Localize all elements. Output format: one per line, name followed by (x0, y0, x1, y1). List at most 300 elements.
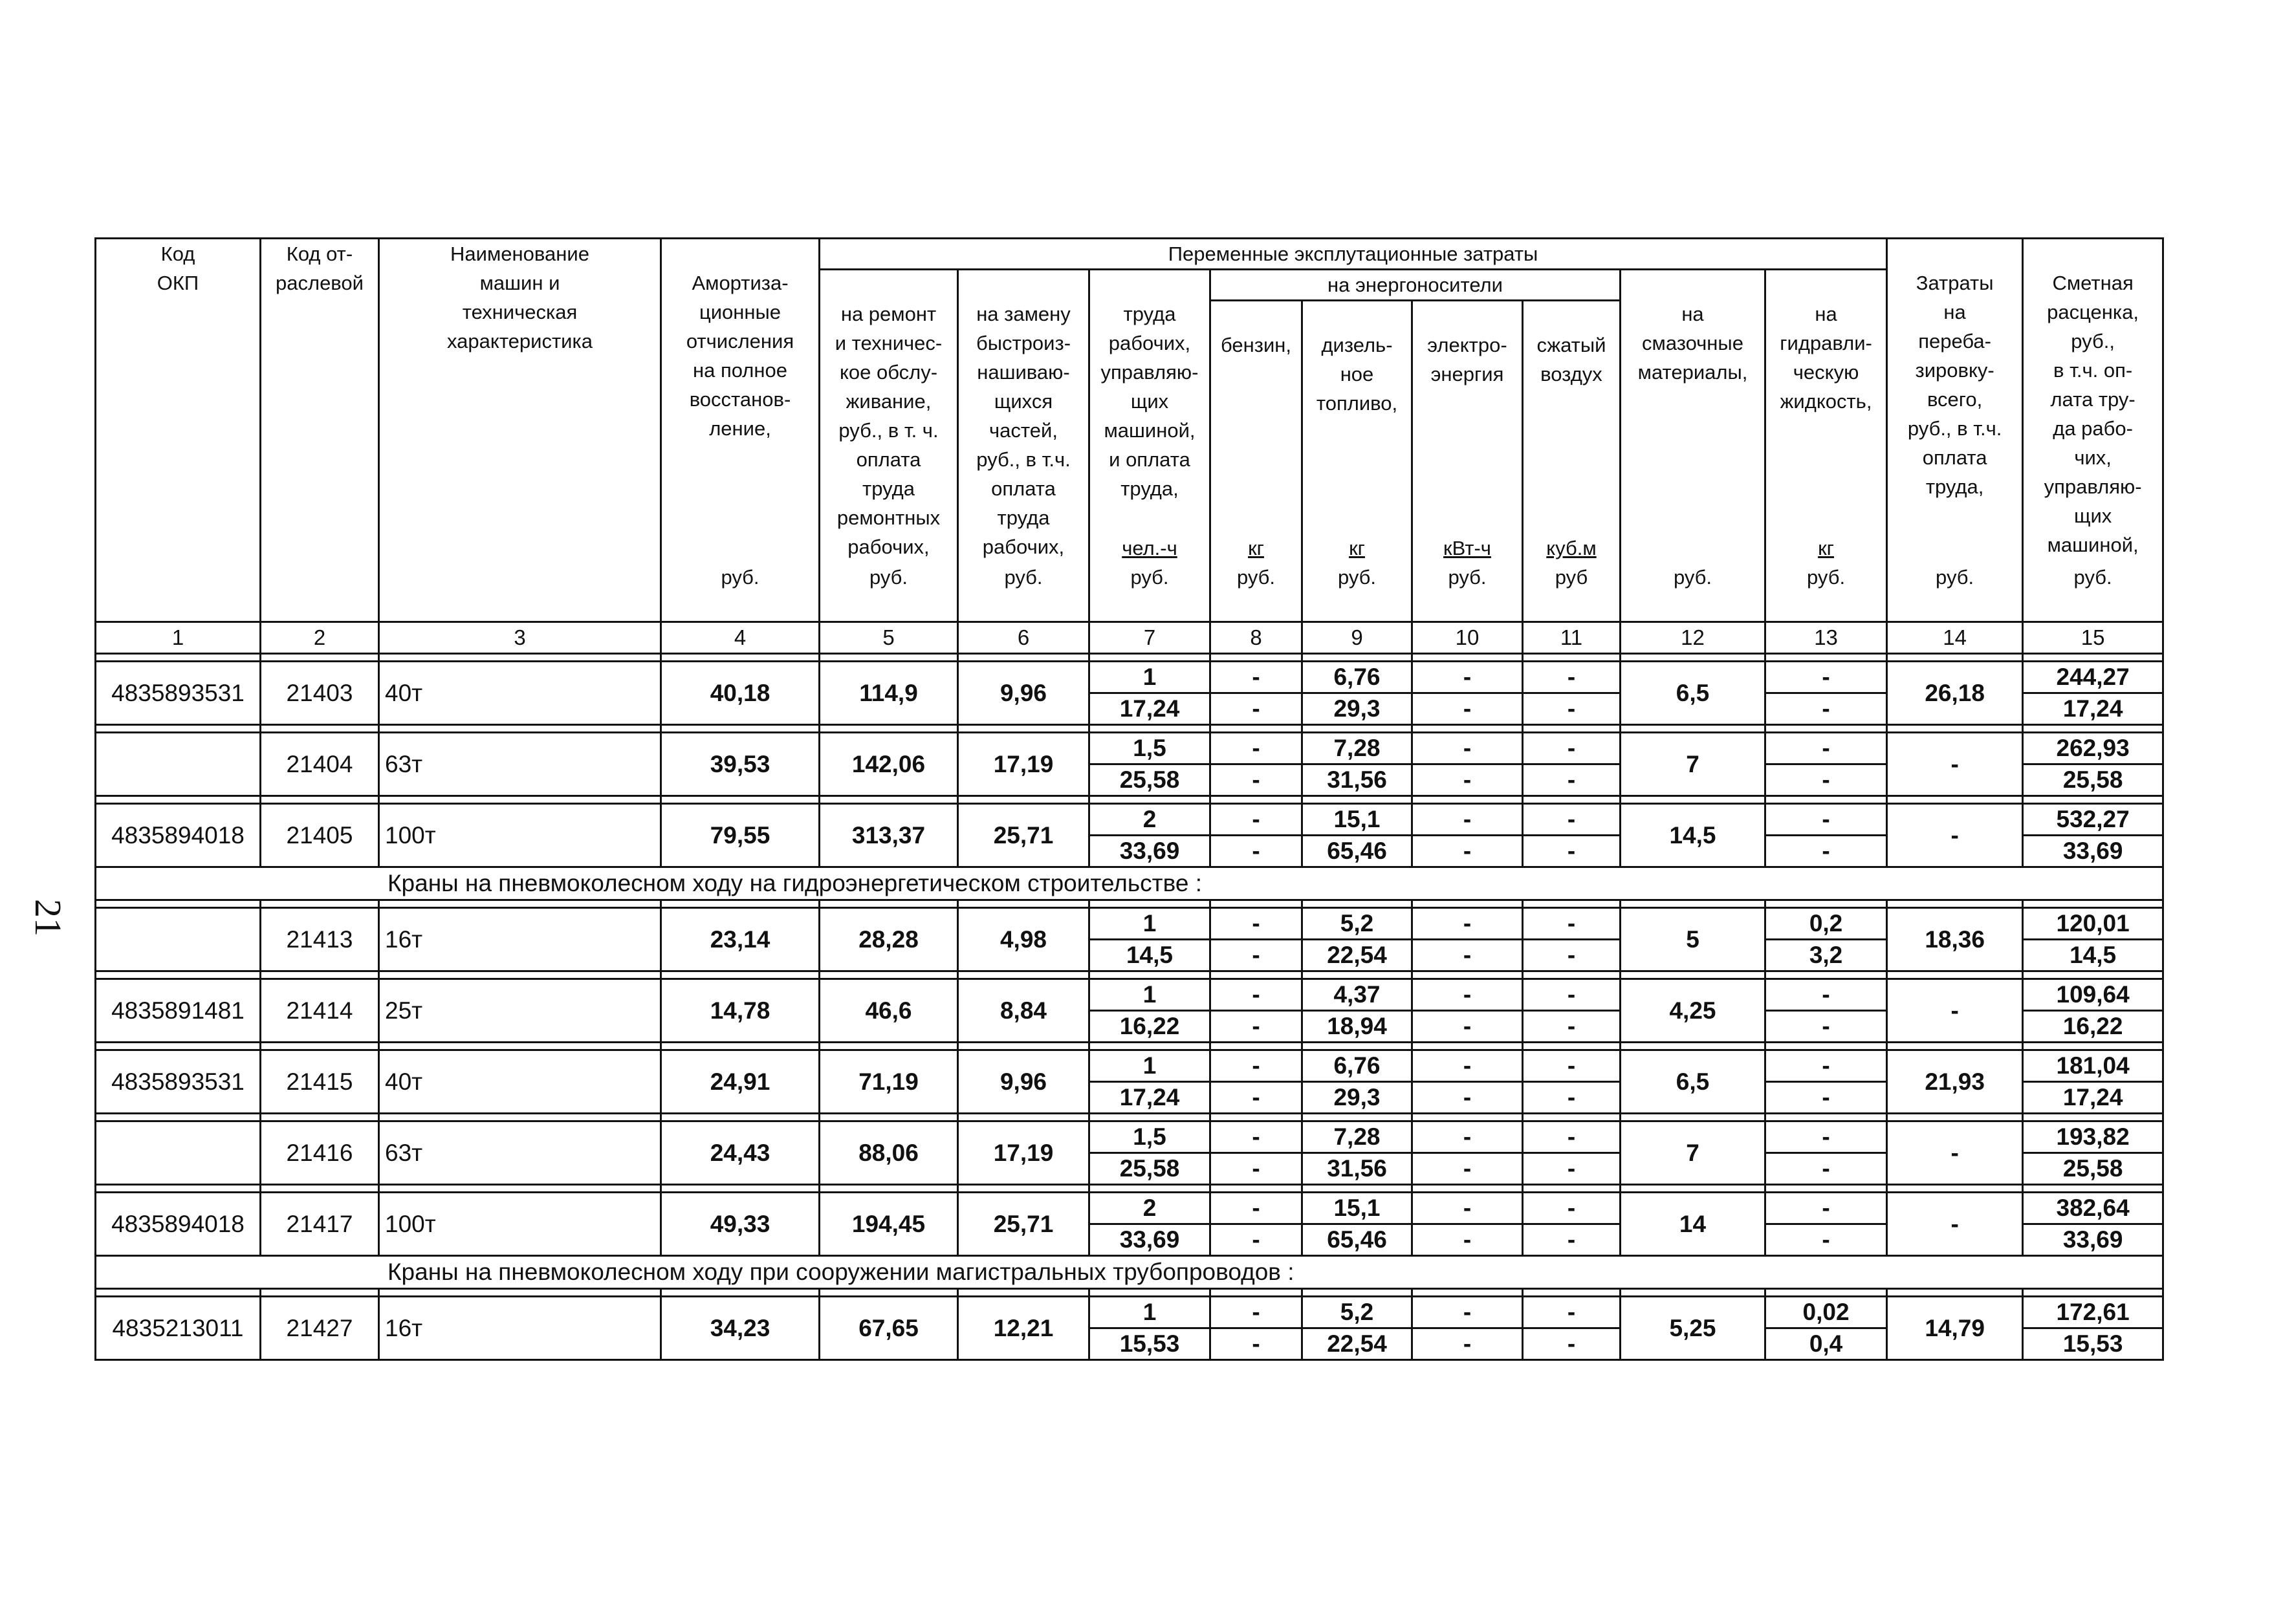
header-rebasing (1887, 239, 2023, 622)
spacer-cell (1089, 1289, 1210, 1297)
branch-code-cell: 21427 (261, 1297, 379, 1360)
spacer-cell (1765, 725, 1887, 733)
amortization-cell: 49,33 (661, 1193, 820, 1256)
estimated-rate-cell-secondary: 33,69 (2023, 1224, 2163, 1256)
spacer-cell (1523, 1185, 1621, 1193)
spacer-cell (261, 971, 379, 979)
hydraulic-cell-secondary: - (1765, 764, 1887, 796)
spacer-cell (2023, 1289, 2163, 1297)
header-electricity-text: электро- энергия (1427, 334, 1507, 385)
header-amortization-unit: руб. (721, 566, 759, 589)
repair-cell: 114,9 (820, 662, 958, 725)
header-estimated-rate-text: Сметная расценка, руб., в т.ч. оп- лата тру- да рабо- чих, управляю- щих машиной, (2044, 272, 2142, 556)
branch-code-cell: 21414 (261, 979, 379, 1043)
spacer-cell (1887, 1114, 2023, 1121)
spacer-cell (96, 654, 261, 662)
petrol-cell-secondary: - (1210, 1011, 1302, 1043)
labor-cell-secondary: 25,58 (1089, 764, 1210, 796)
rebasing-cell: 21,93 (1887, 1050, 2023, 1114)
petrol-cell-secondary: - (1210, 1153, 1302, 1185)
row-spacer (96, 654, 2163, 662)
okp-cell (96, 908, 261, 971)
spacer-cell (820, 654, 958, 662)
spacer-cell (1765, 1114, 1887, 1121)
spacer-cell (379, 796, 661, 804)
header-repair-text: на ремонт и техничес- кое обслу- живание, руб., в т. ч. оплата труда ремонтных рабочих, (835, 303, 943, 558)
spacer-cell (661, 654, 820, 662)
diesel-cell: 15,1 (1302, 804, 1412, 836)
compressed-air-cell-secondary: - (1523, 1011, 1621, 1043)
header-diesel-text: дизель- ное топливо, (1316, 334, 1398, 415)
spacer-cell (1621, 971, 1765, 979)
diesel-cell-secondary: 22,54 (1302, 940, 1412, 971)
lubricants-cell: 5 (1621, 908, 1765, 971)
spacer-cell (1302, 796, 1412, 804)
amortization-cell: 14,78 (661, 979, 820, 1043)
hydraulic-cell: - (1765, 804, 1887, 836)
petrol-cell: - (1210, 1050, 1302, 1082)
header-machine-name: Наименование машин и техническая характеристика (379, 239, 661, 622)
machine-name-cell: 100т (379, 804, 661, 867)
header-rebasing-text: Затраты на переба- зировку- всего, руб., в т.ч. оплата труда, (1907, 272, 2002, 498)
labor-cell-secondary: 16,22 (1089, 1011, 1210, 1043)
spacer-cell (1302, 654, 1412, 662)
estimated-rate-cell-secondary: 15,53 (2023, 1328, 2163, 1360)
amortization-cell: 40,18 (661, 662, 820, 725)
estimated-rate-cell: 181,04 (2023, 1050, 2163, 1082)
hydraulic-cell-secondary: - (1765, 1153, 1887, 1185)
compressed-air-cell-secondary: - (1523, 693, 1621, 725)
spacer-cell (1089, 796, 1210, 804)
spacer-cell (1412, 654, 1523, 662)
diesel-cell-secondary: 31,56 (1302, 764, 1412, 796)
hydraulic-cell: - (1765, 979, 1887, 1011)
rebasing-cell: 26,18 (1887, 662, 2023, 725)
spacer-cell (1621, 796, 1765, 804)
petrol-cell-secondary: - (1210, 693, 1302, 725)
page-number: 21 (27, 899, 69, 937)
amortization-cell: 34,23 (661, 1297, 820, 1360)
lubricants-cell: 4,25 (1621, 979, 1765, 1043)
branch-code-cell: 21403 (261, 662, 379, 725)
petrol-cell-secondary: - (1210, 764, 1302, 796)
spacer-cell (1412, 725, 1523, 733)
labor-cell-secondary: 25,58 (1089, 1153, 1210, 1185)
spacer-cell (1765, 796, 1887, 804)
spacer-cell (661, 1185, 820, 1193)
row-spacer (96, 1185, 2163, 1193)
petrol-cell-secondary: - (1210, 1082, 1302, 1114)
okp-cell: 4835213011 (96, 1297, 261, 1360)
estimated-rate-cell: 120,01 (2023, 908, 2163, 940)
spacer-cell (1302, 971, 1412, 979)
header-estimated-rate-unit: руб. (2073, 566, 2112, 589)
hydraulic-cell: 0,2 (1765, 908, 1887, 940)
row-spacer (96, 725, 2163, 733)
diesel-cell-secondary: 65,46 (1302, 1224, 1412, 1256)
rebasing-cell: - (1887, 804, 2023, 867)
spacer-cell (2023, 654, 2163, 662)
spacer-cell (1523, 1114, 1621, 1121)
diesel-cell-secondary: 29,3 (1302, 1082, 1412, 1114)
spacer-cell (1412, 1185, 1523, 1193)
machine-name-cell: 63т (379, 1121, 661, 1185)
estimated-rate-cell: 244,27 (2023, 662, 2163, 693)
header-okp: Код ОКП (96, 239, 261, 622)
labor-cell-secondary: 33,69 (1089, 1224, 1210, 1256)
spacer-cell (1523, 900, 1621, 908)
diesel-cell: 15,1 (1302, 1193, 1412, 1224)
parts-cell: 25,71 (958, 804, 1089, 867)
machine-name-cell: 63т (379, 733, 661, 796)
labor-cell: 1,5 (1089, 1121, 1210, 1153)
parts-cell: 17,19 (958, 733, 1089, 796)
header-diesel-unit2: руб. (1337, 566, 1377, 589)
column-number: 6 (958, 622, 1089, 654)
lubricants-cell: 6,5 (1621, 662, 1765, 725)
spacer-cell (1621, 1185, 1765, 1193)
petrol-cell-secondary: - (1210, 836, 1302, 867)
okp-cell (96, 1121, 261, 1185)
amortization-cell: 24,43 (661, 1121, 820, 1185)
diesel-cell-secondary: 65,46 (1302, 836, 1412, 867)
header-compressed-air (1523, 301, 1621, 622)
hydraulic-cell-secondary: - (1765, 1224, 1887, 1256)
hydraulic-cell-secondary: - (1765, 836, 1887, 867)
spacer-cell (1887, 725, 2023, 733)
spacer-cell (1887, 971, 2023, 979)
row-spacer (96, 971, 2163, 979)
machine-name-cell: 16т (379, 908, 661, 971)
electricity-cell: - (1412, 662, 1523, 693)
spacer-cell (96, 971, 261, 979)
spacer-cell (96, 900, 261, 908)
estimated-rate-cell: 109,64 (2023, 979, 2163, 1011)
column-number-row (96, 622, 2163, 654)
electricity-cell-secondary: - (1412, 940, 1523, 971)
labor-cell: 1 (1089, 662, 1210, 693)
spacer-cell (1765, 1043, 1887, 1050)
spacer-cell (96, 725, 261, 733)
column-number: 4 (661, 622, 820, 654)
spacer-cell (2023, 725, 2163, 733)
compressed-air-cell: - (1523, 1297, 1621, 1328)
compressed-air-cell: - (1523, 1193, 1621, 1224)
spacer-cell (820, 796, 958, 804)
spacer-cell (958, 796, 1089, 804)
hydraulic-cell: - (1765, 733, 1887, 764)
repair-cell: 88,06 (820, 1121, 958, 1185)
table-row (96, 804, 2163, 836)
spacer-cell (1089, 725, 1210, 733)
electricity-cell-secondary: - (1412, 1224, 1523, 1256)
amortization-cell: 39,53 (661, 733, 820, 796)
spacer-cell (1765, 971, 1887, 979)
table-row (96, 908, 2163, 940)
header-parts-unit: руб. (1004, 566, 1043, 589)
compressed-air-cell: - (1523, 1121, 1621, 1153)
spacer-cell (958, 654, 1089, 662)
spacer-cell (2023, 971, 2163, 979)
section-title: Краны на пневмоколесном ходу на гидроэнергетическом строительстве : (96, 867, 2163, 900)
hydraulic-cell: - (1765, 662, 1887, 693)
spacer-cell (2023, 900, 2163, 908)
compressed-air-cell: - (1523, 733, 1621, 764)
spacer-cell (1210, 900, 1302, 908)
spacer-cell (661, 900, 820, 908)
estimated-rate-cell: 193,82 (2023, 1121, 2163, 1153)
header-compressed-air-text: сжатый воздух (1536, 334, 1606, 385)
diesel-cell: 6,76 (1302, 662, 1412, 693)
electricity-cell-secondary: - (1412, 1011, 1523, 1043)
spacer-cell (958, 1114, 1089, 1121)
machine-name-cell: 16т (379, 1297, 661, 1360)
header-hydraulic-text: на гидравли- ческую жидкость, (1780, 303, 1872, 413)
compressed-air-cell: - (1523, 804, 1621, 836)
diesel-cell: 5,2 (1302, 908, 1412, 940)
header-lubricants (1621, 270, 1765, 622)
spacer-cell (1887, 654, 2023, 662)
machine-name-cell: 25т (379, 979, 661, 1043)
spacer-cell (261, 900, 379, 908)
branch-code-cell: 21416 (261, 1121, 379, 1185)
row-spacer (96, 796, 2163, 804)
parts-cell: 12,21 (958, 1297, 1089, 1360)
spacer-cell (379, 654, 661, 662)
spacer-cell (1765, 654, 1887, 662)
spacer-cell (820, 1114, 958, 1121)
electricity-cell: - (1412, 804, 1523, 836)
spacer-cell (1887, 1289, 2023, 1297)
repair-cell: 194,45 (820, 1193, 958, 1256)
repair-cell: 71,19 (820, 1050, 958, 1114)
spacer-cell (661, 796, 820, 804)
spacer-cell (1621, 1289, 1765, 1297)
spacer-cell (1523, 796, 1621, 804)
estimated-rate-cell-secondary: 33,69 (2023, 836, 2163, 867)
spacer-cell (1412, 1114, 1523, 1121)
spacer-cell (1523, 1289, 1621, 1297)
estimated-rate-cell-secondary: 14,5 (2023, 940, 2163, 971)
repair-cell: 67,65 (820, 1297, 958, 1360)
compressed-air-cell-secondary: - (1523, 836, 1621, 867)
amortization-cell: 24,91 (661, 1050, 820, 1114)
header-petrol-unit2: руб. (1236, 566, 1276, 589)
header-hydraulic-unit2: руб. (1807, 566, 1846, 589)
spacer-cell (1412, 900, 1523, 908)
diesel-cell-secondary: 31,56 (1302, 1153, 1412, 1185)
spacer-cell (1210, 796, 1302, 804)
amortization-cell: 23,14 (661, 908, 820, 971)
electricity-cell-secondary: - (1412, 1082, 1523, 1114)
spacer-cell (1089, 900, 1210, 908)
column-number: 13 (1765, 622, 1887, 654)
electricity-cell-secondary: - (1412, 693, 1523, 725)
spacer-cell (1210, 1289, 1302, 1297)
amortization-cell: 79,55 (661, 804, 820, 867)
header-labor-text: труда рабочих, управляю- щих машиной, и оплата труда, (1100, 303, 1199, 500)
column-number: 10 (1412, 622, 1523, 654)
spacer-cell (96, 1114, 261, 1121)
diesel-cell: 5,2 (1302, 1297, 1412, 1328)
estimated-rate-cell: 532,27 (2023, 804, 2163, 836)
header-lubricants-text: на смазочные материалы, (1637, 303, 1748, 384)
spacer-cell (1089, 1185, 1210, 1193)
compressed-air-cell: - (1523, 908, 1621, 940)
section-row (96, 1256, 2163, 1289)
column-number: 14 (1887, 622, 2023, 654)
spacer-cell (958, 900, 1089, 908)
machine-rates-table (94, 237, 2164, 1361)
header-branch-code: Код от- раслевой (261, 239, 379, 622)
spacer-cell (2023, 796, 2163, 804)
okp-cell: 4835894018 (96, 1193, 261, 1256)
lubricants-cell: 7 (1621, 1121, 1765, 1185)
header-compressed-air-unit1: куб.м (1546, 537, 1597, 559)
table-row (96, 733, 2163, 764)
spacer-cell (2023, 1185, 2163, 1193)
hydraulic-cell-secondary: - (1765, 693, 1887, 725)
spacer-cell (2023, 1114, 2163, 1121)
spacer-cell (96, 1185, 261, 1193)
spacer-cell (661, 1114, 820, 1121)
header-hydraulic-unit1: кг (1818, 537, 1834, 559)
parts-cell: 9,96 (958, 1050, 1089, 1114)
spacer-cell (1765, 1289, 1887, 1297)
spacer-cell (1887, 1185, 2023, 1193)
repair-cell: 46,6 (820, 979, 958, 1043)
labor-cell-secondary: 17,24 (1089, 693, 1210, 725)
petrol-cell: - (1210, 733, 1302, 764)
spacer-cell (1210, 1114, 1302, 1121)
electricity-cell: - (1412, 1050, 1523, 1082)
compressed-air-cell-secondary: - (1523, 1082, 1621, 1114)
repair-cell: 142,06 (820, 733, 958, 796)
spacer-cell (1621, 900, 1765, 908)
branch-code-cell: 21405 (261, 804, 379, 867)
column-number: 12 (1621, 622, 1765, 654)
petrol-cell: - (1210, 662, 1302, 693)
compressed-air-cell-secondary: - (1523, 1328, 1621, 1360)
labor-cell: 2 (1089, 1193, 1210, 1224)
spacer-cell (96, 1043, 261, 1050)
spacer-cell (1765, 1185, 1887, 1193)
spacer-cell (379, 971, 661, 979)
lubricants-cell: 6,5 (1621, 1050, 1765, 1114)
labor-cell-secondary: 33,69 (1089, 836, 1210, 867)
spacer-cell (1621, 654, 1765, 662)
spacer-cell (1887, 796, 2023, 804)
labor-cell: 1 (1089, 1050, 1210, 1082)
header-petrol-text: бензин, (1220, 334, 1292, 356)
column-number: 11 (1523, 622, 1621, 654)
rebasing-cell: - (1887, 979, 2023, 1043)
table-row (96, 1121, 2163, 1153)
column-number: 15 (2023, 622, 2163, 654)
spacer-cell (1523, 971, 1621, 979)
diesel-cell-secondary: 22,54 (1302, 1328, 1412, 1360)
spacer-cell (379, 725, 661, 733)
compressed-air-cell-secondary: - (1523, 1224, 1621, 1256)
spacer-cell (1210, 971, 1302, 979)
hydraulic-cell-secondary: - (1765, 1082, 1887, 1114)
parts-cell: 4,98 (958, 908, 1089, 971)
diesel-cell-secondary: 29,3 (1302, 693, 1412, 725)
diesel-cell: 7,28 (1302, 1121, 1412, 1153)
petrol-cell: - (1210, 804, 1302, 836)
spacer-cell (1523, 1043, 1621, 1050)
spacer-cell (379, 1114, 661, 1121)
machine-name-cell: 100т (379, 1193, 661, 1256)
spacer-cell (1523, 725, 1621, 733)
spacer-cell (261, 1114, 379, 1121)
header-energy: на энергоносители (1210, 270, 1621, 301)
column-number: 2 (261, 622, 379, 654)
spacer-cell (379, 1289, 661, 1297)
table-row (96, 979, 2163, 1011)
header-hydraulic (1765, 270, 1887, 622)
spacer-cell (661, 971, 820, 979)
estimated-rate-cell: 382,64 (2023, 1193, 2163, 1224)
header-amortization-text: Амортиза- ционные отчисления на полное восстанов- ление, (686, 272, 794, 440)
labor-cell: 1 (1089, 979, 1210, 1011)
spacer-cell (958, 971, 1089, 979)
spacer-cell (261, 796, 379, 804)
spacer-cell (1302, 725, 1412, 733)
header-repair (820, 270, 958, 622)
estimated-rate-cell-secondary: 25,58 (2023, 764, 2163, 796)
okp-cell: 4835894018 (96, 804, 261, 867)
header-electricity-unit1: кВт-ч (1443, 537, 1491, 559)
repair-cell: 28,28 (820, 908, 958, 971)
column-number: 8 (1210, 622, 1302, 654)
spacer-cell (820, 900, 958, 908)
header-estimated-rate (2023, 239, 2163, 622)
spacer-cell (1887, 1043, 2023, 1050)
header-diesel (1302, 301, 1412, 622)
spacer-cell (1089, 971, 1210, 979)
section-title: Краны на пневмоколесном ходу при сооружении магистральных трубопроводов : (96, 1256, 2163, 1289)
column-number: 1 (96, 622, 261, 654)
petrol-cell-secondary: - (1210, 940, 1302, 971)
table-row (96, 662, 2163, 693)
hydraulic-cell: - (1765, 1050, 1887, 1082)
spacer-cell (1302, 1043, 1412, 1050)
okp-cell: 4835893531 (96, 1050, 261, 1114)
header-lubricants-unit: руб. (1673, 566, 1712, 589)
spacer-cell (820, 1043, 958, 1050)
electricity-cell: - (1412, 1297, 1523, 1328)
spacer-cell (1887, 900, 2023, 908)
spacer-cell (1302, 900, 1412, 908)
rebasing-cell: 18,36 (1887, 908, 2023, 971)
row-spacer (96, 1114, 2163, 1121)
spacer-cell (1412, 1289, 1523, 1297)
compressed-air-cell: - (1523, 1050, 1621, 1082)
diesel-cell-secondary: 18,94 (1302, 1011, 1412, 1043)
spacer-cell (1210, 725, 1302, 733)
row-spacer (96, 1043, 2163, 1050)
machine-name-cell: 40т (379, 1050, 661, 1114)
petrol-cell-secondary: - (1210, 1224, 1302, 1256)
column-number: 9 (1302, 622, 1412, 654)
labor-cell: 2 (1089, 804, 1210, 836)
electricity-cell-secondary: - (1412, 836, 1523, 867)
header-parts-text: на замену быстроиз- нашиваю- щихся частей, руб., в т.ч. оплата труда рабочих, (976, 303, 1071, 558)
row-spacer (96, 900, 2163, 908)
diesel-cell: 7,28 (1302, 733, 1412, 764)
lubricants-cell: 14,5 (1621, 804, 1765, 867)
